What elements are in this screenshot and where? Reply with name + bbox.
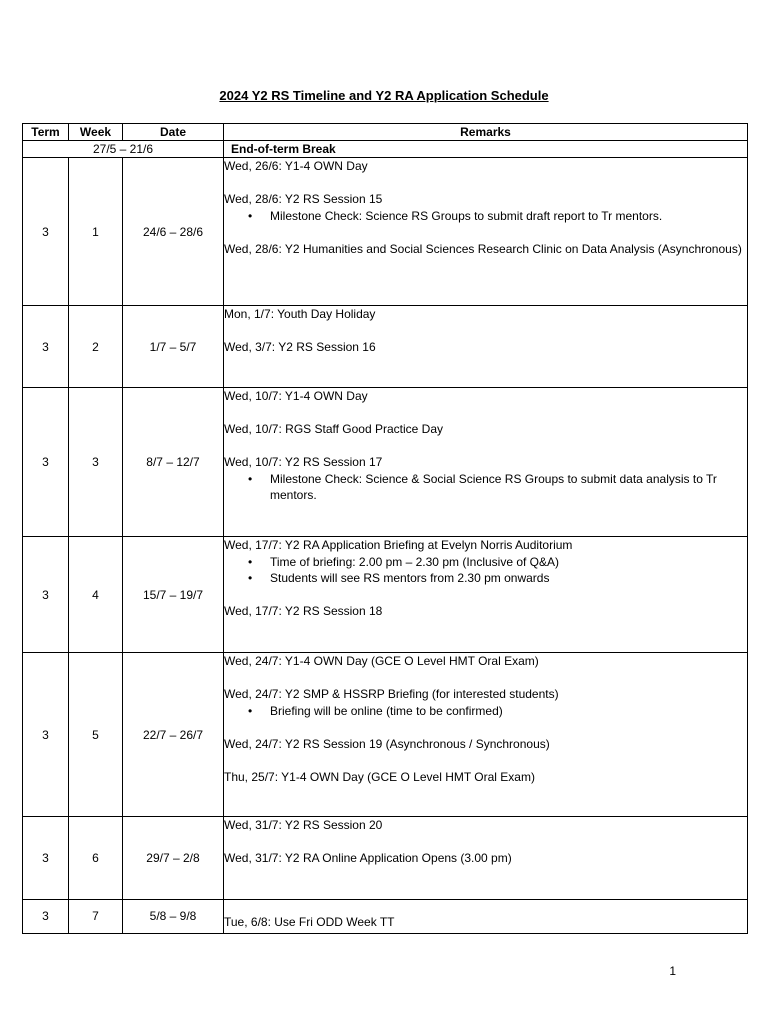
table-row [23, 306, 748, 388]
remark-entry [224, 914, 747, 931]
remark-entry [224, 850, 747, 867]
page-number: 1 [669, 964, 676, 978]
remark-text: Thu, 25/7: Y1-4 OWN Day (GCE O Level HMT Oral Exam) [224, 769, 535, 784]
table-row [23, 388, 748, 537]
row-remarks [224, 388, 748, 537]
remark-text: Wed, 17/7: Y2 RS Session 18 [224, 604, 383, 618]
row-date: 29/7 – 2/8 [123, 817, 224, 900]
row-week: 7 [69, 900, 123, 934]
table-row [23, 158, 748, 306]
remark-text: Wed, 24/7: Y2 SMP & HSSRP Briefing (for interested students) [224, 687, 559, 701]
row-week: 4 [69, 537, 123, 653]
remark-text: Wed, 10/7: RGS Staff Good Practice Day [224, 422, 443, 436]
remark-bullet-item: • Milestone Check: Science & Social Science RS Groups to submit data analysis to Tr mentors. [224, 471, 747, 504]
remark-entry [224, 339, 747, 356]
row-week: 2 [69, 306, 123, 388]
row-remarks [224, 537, 748, 653]
remark-text: Wed, 31/7: Y2 RA Online Application Opens (3.00 pm) [224, 851, 512, 865]
remark-entry [224, 653, 747, 670]
remark-text: Wed, 31/7: Y2 RS Session 20 [224, 818, 383, 832]
row-date: 22/7 – 26/7 [123, 653, 224, 817]
break-row [23, 141, 748, 158]
row-remarks [224, 306, 748, 388]
table-row [23, 537, 748, 653]
row-date: 8/7 – 12/7 [123, 388, 224, 537]
remark-text: Tue, 6/8: Use Fri ODD Week TT [224, 915, 395, 929]
remark-bullet-item: • Students will see RS mentors from 2.30 pm onwards [224, 570, 747, 587]
row-date: 24/6 – 28/6 [123, 158, 224, 306]
remark-entry [224, 686, 747, 719]
remark-bullet-list [224, 471, 747, 504]
remark-entry [224, 388, 747, 405]
row-remarks [224, 653, 748, 817]
remark-text: Wed, 10/7: Y1-4 OWN Day [224, 389, 368, 403]
table-row [23, 817, 748, 900]
remark-bullet-item: • Milestone Check: Science RS Groups to submit draft report to Tr mentors. [224, 208, 747, 225]
schedule-table [22, 123, 748, 934]
remark-bullet-list [224, 703, 747, 720]
remark-entry [224, 191, 747, 224]
header-date: Date [123, 124, 224, 141]
remark-text: Wed, 28/6: Y2 Humanities and Social Sciences Research Clinic on Data Analysis (Asynchronous) [224, 241, 742, 256]
remark-text: Wed, 24/7: Y1-4 OWN Day (GCE O Level HMT Oral Exam) [224, 654, 539, 668]
remark-text: Wed, 28/6: Y2 RS Session 15 [224, 192, 383, 206]
remark-bullet-list [224, 554, 747, 587]
break-remark: End-of-term Break [224, 141, 748, 158]
row-term: 3 [23, 900, 69, 934]
row-term: 3 [23, 388, 69, 537]
header-row [23, 124, 748, 141]
remark-bullet-list [224, 208, 747, 225]
remark-bullet-item: • Time of briefing: 2.00 pm – 2.30 pm (Inclusive of Q&A) [224, 554, 747, 571]
row-date: 15/7 – 19/7 [123, 537, 224, 653]
remark-bullet-item: • Briefing will be online (time to be confirmed) [224, 703, 747, 720]
remark-entry [224, 158, 747, 175]
row-date: 1/7 – 5/7 [123, 306, 224, 388]
remark-entry [224, 454, 747, 504]
remark-entry [224, 537, 747, 587]
row-term: 3 [23, 158, 69, 306]
remark-entry [224, 241, 747, 258]
remark-text: Wed, 17/7: Y2 RA Application Briefing at Evelyn Norris Auditorium [224, 538, 573, 552]
header-week: Week [69, 124, 123, 141]
header-term: Term [23, 124, 69, 141]
row-week: 6 [69, 817, 123, 900]
remark-text: Wed, 10/7: Y2 RS Session 17 [224, 455, 383, 469]
remark-text: Wed, 24/7: Y2 RS Session 19 (Asynchronous / Synchronous) [224, 736, 550, 751]
table-row [23, 653, 748, 817]
remark-entry [224, 306, 747, 323]
row-date: 5/8 – 9/8 [123, 900, 224, 934]
row-week: 5 [69, 653, 123, 817]
row-remarks [224, 158, 748, 306]
row-term: 3 [23, 306, 69, 388]
remark-text: Wed, 3/7: Y2 RS Session 16 [224, 340, 376, 354]
row-term: 3 [23, 653, 69, 817]
remark-entry [224, 421, 747, 438]
remark-text: Wed, 26/6: Y1-4 OWN Day [224, 159, 368, 173]
header-remarks: Remarks [224, 124, 748, 141]
break-date: 27/5 – 21/6 [23, 141, 224, 158]
document-title: 2024 Y2 RS Timeline and Y2 RA Application Schedule [219, 88, 549, 103]
remark-entry [224, 769, 747, 786]
remark-entry [224, 736, 747, 753]
row-remarks [224, 900, 748, 934]
row-term: 3 [23, 817, 69, 900]
row-week: 3 [69, 388, 123, 537]
remark-entry [224, 817, 747, 834]
remark-text: Mon, 1/7: Youth Day Holiday [224, 307, 376, 321]
row-remarks [224, 817, 748, 900]
row-term: 3 [23, 537, 69, 653]
row-week: 1 [69, 158, 123, 306]
table-row [23, 900, 748, 934]
remark-entry [224, 603, 747, 620]
